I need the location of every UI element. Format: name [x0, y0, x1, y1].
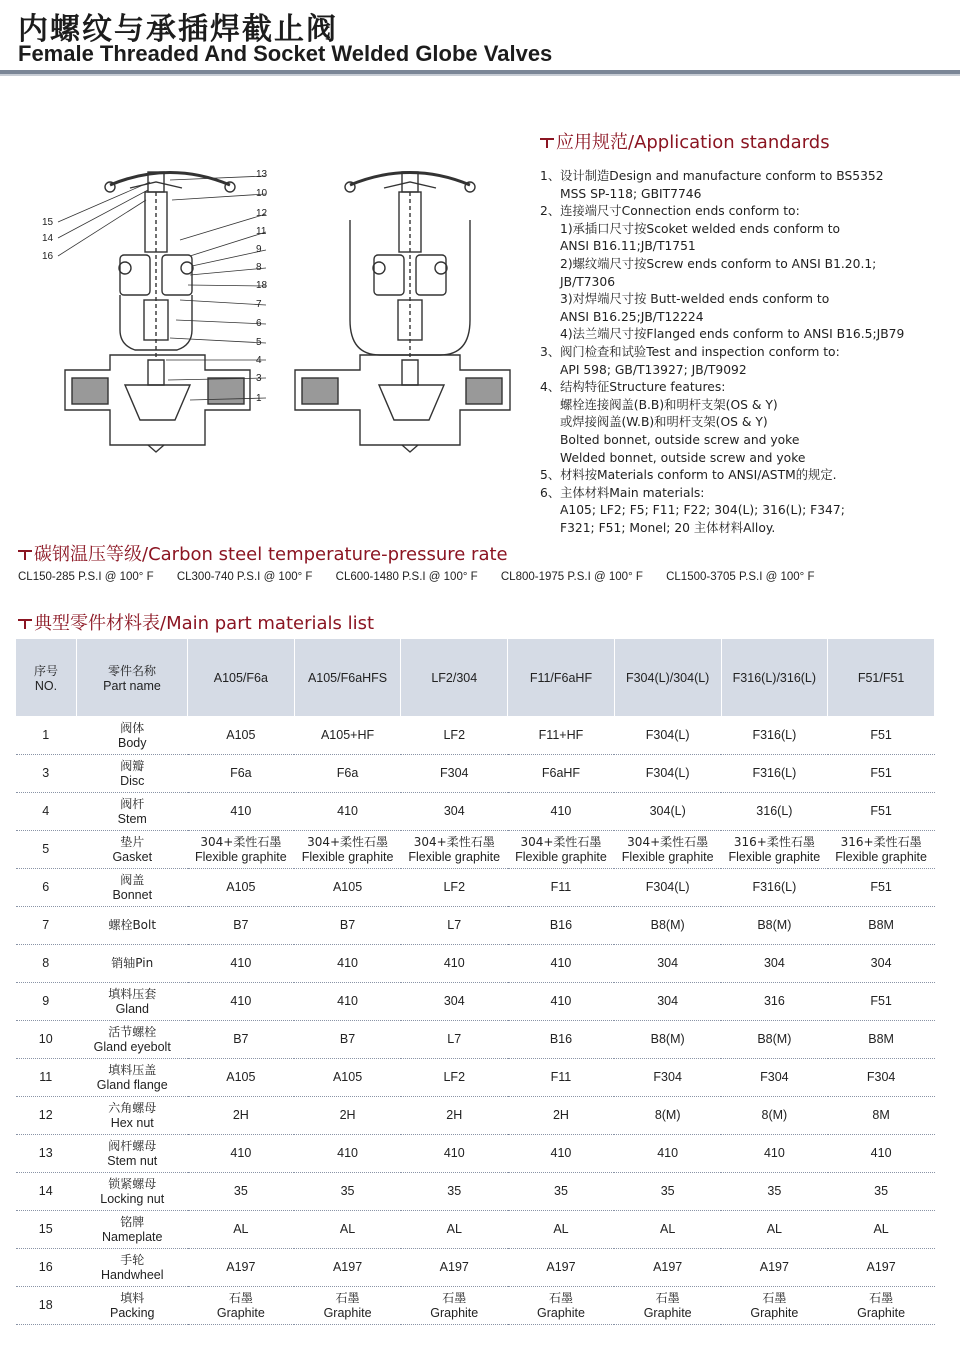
part-name-cn: 阀瓣 [120, 759, 145, 773]
cell-no: 13 [16, 1135, 77, 1173]
header-material: F316(L)/316(L) [721, 639, 828, 717]
callout-4: 4 [256, 355, 262, 366]
cell-material: A197 [614, 1249, 721, 1287]
cell-material: 304(L) [614, 793, 721, 831]
table-row [16, 1211, 935, 1249]
table-header-row [16, 639, 935, 717]
cell-no: 1 [16, 717, 77, 755]
cell-material [828, 1287, 935, 1325]
cell-material: 35 [508, 1173, 615, 1211]
cell-material: 410 [508, 1135, 615, 1173]
material-line: Flexible graphite [408, 849, 501, 864]
application-line: 1)承插口尺寸按Scoket welded ends conform to [560, 221, 841, 236]
cell-material: B7 [188, 907, 295, 945]
material-line: Graphite [750, 1305, 799, 1320]
cell-no: 4 [16, 793, 77, 831]
cell-material: B8M [828, 1021, 935, 1059]
cell-material: A105+HF [294, 717, 401, 755]
cell-material [294, 831, 401, 869]
cell-material: F51 [828, 793, 935, 831]
part-name-cn: 销轴Pin [111, 956, 154, 971]
callout-7: 7 [256, 299, 262, 310]
cell-material: A197 [188, 1249, 295, 1287]
header-material: A105/F6aHFS [294, 639, 401, 717]
table-row [16, 831, 935, 869]
cell-material: 410 [188, 983, 295, 1021]
cell-part-name [77, 1097, 188, 1135]
material-line: Flexible graphite [728, 849, 821, 864]
cell-part-name [77, 945, 188, 983]
cell-material [614, 1287, 721, 1325]
section-mark-icon [18, 547, 32, 561]
part-name-en: Body [118, 735, 147, 750]
cell-no: 8 [16, 945, 77, 983]
application-line: 2)螺纹端尺寸按Screw ends conform to ANSI B1.20.1; [560, 256, 877, 271]
cell-material: B7 [188, 1021, 295, 1059]
cell-material: F6aHF [508, 755, 615, 793]
material-line: Graphite [323, 1305, 372, 1320]
rate-item: CL800-1975 P.S.I @ 100° F [500, 571, 643, 583]
part-name-en: Gland [115, 1001, 149, 1016]
cell-no: 12 [16, 1097, 77, 1135]
cell-material: A105 [188, 1059, 295, 1097]
cell-material: 2H [401, 1097, 508, 1135]
cell-material: F304 [401, 755, 508, 793]
material-line: 304+柔性石墨 [627, 835, 709, 849]
cell-material: B8(M) [614, 1021, 721, 1059]
cell-material: A197 [508, 1249, 615, 1287]
table-row [16, 869, 935, 907]
part-name-cn: 螺栓Bolt [108, 918, 157, 933]
cell-no: 7 [16, 907, 77, 945]
application-line: 4、结构特征Structure features: [540, 380, 726, 395]
callout-5: 5 [256, 337, 262, 348]
cell-material: 8M [828, 1097, 935, 1135]
table-row [16, 1287, 935, 1325]
cell-material: 8(M) [721, 1097, 828, 1135]
part-name-en: Handwheel [100, 1267, 164, 1282]
cell-material: 410 [294, 945, 401, 983]
cell-no: 11 [16, 1059, 77, 1097]
cell-no: 15 [16, 1211, 77, 1249]
cell-no: 5 [16, 831, 77, 869]
cell-material: 410 [508, 945, 615, 983]
part-name-en: Locking nut [100, 1191, 165, 1206]
cell-material: L7 [401, 907, 508, 945]
cell-material: B8(M) [614, 907, 721, 945]
application-list [540, 168, 950, 537]
cell-part-name [77, 869, 188, 907]
cell-material: F316(L) [721, 755, 828, 793]
cell-part-name [77, 1021, 188, 1059]
cell-material: 304 [721, 945, 828, 983]
cell-material: 304 [614, 945, 721, 983]
callout-3: 3 [256, 373, 262, 384]
cell-material: 410 [721, 1135, 828, 1173]
cell-material: F51 [828, 983, 935, 1021]
part-name-cn: 阀杆螺母 [108, 1139, 157, 1153]
material-line: Graphite [643, 1305, 692, 1320]
application-line: 或焊接阀盖(W.B)和明杆支架(OS & Y) [560, 415, 768, 430]
cell-no: 18 [16, 1287, 77, 1325]
table-row [16, 1021, 935, 1059]
material-line: 316+柔性石墨 [840, 835, 922, 849]
callout-9: 9 [256, 244, 262, 255]
cell-material: F6a [188, 755, 295, 793]
cell-material: F51 [828, 717, 935, 755]
title-divider-light [0, 74, 960, 76]
cell-material: B7 [294, 907, 401, 945]
material-line: Flexible graphite [515, 849, 607, 864]
cell-material [721, 831, 828, 869]
table-row [16, 1249, 935, 1287]
cell-material: AL [188, 1211, 295, 1249]
material-line: 石墨 [869, 1291, 894, 1305]
cell-material: F51 [828, 869, 935, 907]
cell-part-name [77, 1211, 188, 1249]
callout-13: 13 [256, 169, 268, 180]
cell-material: 304 [828, 945, 935, 983]
material-line: Graphite [430, 1305, 479, 1320]
part-name-cn: 手轮 [120, 1253, 145, 1267]
materials-table [15, 638, 935, 1325]
table-row [16, 793, 935, 831]
cell-no: 3 [16, 755, 77, 793]
cell-material: 410 [401, 945, 508, 983]
valve-drawing-left [65, 172, 250, 452]
cell-material: A105 [294, 1059, 401, 1097]
cell-material: B16 [508, 907, 615, 945]
callout-14: 14 [42, 233, 54, 244]
part-name-cn: 填料压套 [108, 987, 157, 1001]
cell-material: 410 [188, 945, 295, 983]
cell-material: F304(L) [614, 869, 721, 907]
header-material: A105/F6a [188, 639, 295, 717]
carbon-steel-title: 碳钢温压等级/Carbon steel temperature-pressure rate [18, 540, 948, 566]
cell-material: LF2 [401, 717, 508, 755]
callout-11: 11 [256, 226, 267, 237]
cell-material: AL [401, 1211, 508, 1249]
cell-material: 2H [294, 1097, 401, 1135]
rate-item: CL150-285 P.S.I @ 100° F [18, 571, 154, 583]
cell-part-name [77, 1249, 188, 1287]
part-name-cn: 锁紧螺母 [108, 1177, 157, 1191]
cell-part-name [77, 755, 188, 793]
callout-15: 15 [42, 217, 54, 228]
cell-material: F51 [828, 755, 935, 793]
cell-no: 6 [16, 869, 77, 907]
application-line: 3、阀门检查和试验Test and inspection conform to: [540, 344, 840, 359]
cell-part-name [77, 1173, 188, 1211]
application-standards [540, 128, 950, 537]
part-name-cn: 阀体 [120, 721, 145, 735]
material-line: Graphite [216, 1305, 265, 1320]
table-row [16, 1135, 935, 1173]
material-line: 石墨 [548, 1291, 573, 1305]
application-line: 6、主体材料Main materials: [540, 485, 705, 500]
cell-material: 2H [508, 1097, 615, 1135]
cell-material [828, 831, 935, 869]
cell-material: F304 [828, 1059, 935, 1097]
application-line: Welded bonnet, outside screw and yoke [560, 450, 806, 465]
cell-material: F6a [294, 755, 401, 793]
cell-material: 304 [401, 983, 508, 1021]
cell-material: F316(L) [721, 869, 828, 907]
cell-material: F316(L) [721, 717, 828, 755]
part-name-cn: 垫片 [120, 835, 145, 849]
application-line: 螺栓连接阀盖(B.B)和明杆支架(OS & Y) [560, 397, 778, 412]
part-name-cn: 填料压盖 [108, 1063, 157, 1077]
callout-10: 10 [256, 188, 268, 199]
cell-part-name [77, 907, 188, 945]
cell-material: 410 [188, 1135, 295, 1173]
cell-material [508, 831, 615, 869]
part-name-en: Gasket [112, 849, 153, 864]
table-row [16, 755, 935, 793]
table-row [16, 1097, 935, 1135]
application-line: Bolted bonnet, outside screw and yoke [560, 432, 800, 447]
cell-material: AL [508, 1211, 615, 1249]
table-row [16, 1173, 935, 1211]
part-name-cn: 铭牌 [120, 1215, 145, 1229]
part-name-cn: 活节螺栓 [108, 1025, 157, 1039]
materials-table-body [16, 717, 935, 1325]
table-row [16, 907, 935, 945]
cell-no: 10 [16, 1021, 77, 1059]
cell-material: 304 [401, 793, 508, 831]
application-line: 2、连接端尺寸Connection ends conform to: [540, 204, 800, 219]
header-material: LF2/304 [401, 639, 508, 717]
cell-material: 8(M) [614, 1097, 721, 1135]
cell-no: 16 [16, 1249, 77, 1287]
cell-material: A105 [294, 869, 401, 907]
cell-no: 14 [16, 1173, 77, 1211]
header-no: 序号 NO. [16, 639, 77, 717]
material-line: 316+柔性石墨 [733, 835, 815, 849]
cell-part-name [77, 717, 188, 755]
rate-item: CL300-740 P.S.I @ 100° F [176, 571, 313, 583]
part-name-en: Stem [117, 811, 147, 826]
cell-material: 35 [401, 1173, 508, 1211]
application-line: 5、材料按Materials conform to ANSI/ASTM的规定. [540, 468, 837, 483]
callout-16: 16 [42, 251, 54, 262]
material-line: 304+柔性石墨 [520, 835, 602, 849]
cell-part-name [77, 983, 188, 1021]
application-line: ANSI B16.11;JB/T1751 [560, 239, 696, 254]
table-row [16, 945, 935, 983]
callout-12: 12 [256, 208, 268, 219]
cell-material: 35 [721, 1173, 828, 1211]
cell-part-name [77, 1135, 188, 1173]
cell-material: LF2 [401, 1059, 508, 1097]
cell-material: B8(M) [721, 1021, 828, 1059]
cell-material [614, 831, 721, 869]
cell-material [401, 831, 508, 869]
callout-8: 8 [256, 262, 262, 273]
page-title-cn: 内螺纹与承插焊截止阀 [18, 12, 338, 47]
application-line: F321; F51; Monel; 20 主体材料Alloy. [560, 520, 776, 535]
cell-material: 35 [614, 1173, 721, 1211]
cell-material: AL [828, 1211, 935, 1249]
table-row [16, 1059, 935, 1097]
materials-title: 典型零件材料表/Main part materials list [18, 609, 374, 635]
cell-material: 410 [508, 793, 615, 831]
cell-material [294, 1287, 401, 1325]
cell-material: F304 [614, 1059, 721, 1097]
cell-material [508, 1287, 615, 1325]
cell-material [721, 1287, 828, 1325]
cell-material: F11+HF [508, 717, 615, 755]
part-name-en: Gland eyebolt [93, 1039, 171, 1054]
material-line: Graphite [536, 1305, 585, 1320]
cell-material: F11 [508, 1059, 615, 1097]
material-line: Flexible graphite [301, 849, 394, 864]
cell-material: AL [294, 1211, 401, 1249]
material-line: 石墨 [335, 1291, 360, 1305]
cell-material: 35 [828, 1173, 935, 1211]
rate-item: CL600-1480 P.S.I @ 100° F [335, 571, 478, 583]
cell-material: A197 [294, 1249, 401, 1287]
callout-18: 18 [256, 280, 268, 291]
application-line: API 598; GB/T13927; JB/T9092 [560, 362, 747, 377]
cell-material: AL [721, 1211, 828, 1249]
cell-material: 410 [828, 1135, 935, 1173]
cell-material [188, 831, 295, 869]
cell-no: 9 [16, 983, 77, 1021]
cell-material [401, 1287, 508, 1325]
callout-1: 1 [256, 393, 262, 404]
cell-material: B8(M) [721, 907, 828, 945]
cell-material: AL [614, 1211, 721, 1249]
cell-material: 35 [188, 1173, 295, 1211]
header-part-name: 零件名称 Part name [77, 639, 188, 717]
part-name-en: Bonnet [112, 887, 153, 902]
material-line: 304+柔性石墨 [413, 835, 495, 849]
cell-material: 410 [401, 1135, 508, 1173]
application-line: 1、设计制造Design and manufacture conform to BS5352 [540, 169, 884, 183]
part-name-en: Stem nut [107, 1153, 158, 1168]
page-header [0, 0, 960, 78]
page-title-en: Female Threaded And Socket Welded Globe Valves [18, 41, 553, 66]
application-line: ANSI B16.25;JB/T12224 [560, 309, 704, 324]
cell-part-name [77, 793, 188, 831]
cell-material: A105 [188, 717, 295, 755]
cell-material: B8M [828, 907, 935, 945]
part-name-en: Nameplate [102, 1229, 163, 1244]
part-name-en: Gland flange [96, 1077, 168, 1092]
application-line: 3)对焊端尺寸按 Butt-welded ends conform to [560, 292, 830, 307]
cell-material: F304(L) [614, 717, 721, 755]
material-line: Flexible graphite [835, 849, 927, 864]
application-line: JB/T7306 [560, 274, 616, 289]
part-name-cn: 阀盖 [120, 873, 145, 887]
table-row [16, 717, 935, 755]
cell-material: F304 [721, 1059, 828, 1097]
header-material: F11/F6aHF [508, 639, 615, 717]
application-line: MSS SP-118; GBIT7746 [560, 186, 702, 201]
part-name-en: Disc [120, 773, 145, 788]
cell-part-name [77, 1287, 188, 1325]
cell-material: A105 [188, 869, 295, 907]
material-line: 石墨 [228, 1291, 253, 1305]
cell-material: F11 [508, 869, 615, 907]
application-line: A105; LF2; F5; F11; F22; 304(L); 316(L); F347; [560, 503, 845, 518]
header-material: F304(L)/304(L) [614, 639, 721, 717]
cell-material: 316(L) [721, 793, 828, 831]
cell-material: B7 [294, 1021, 401, 1059]
valve-diagram [30, 160, 520, 460]
cell-material: A197 [401, 1249, 508, 1287]
cell-material: 316 [721, 983, 828, 1021]
part-name-en: Hex nut [110, 1115, 154, 1130]
cell-material: 304 [614, 983, 721, 1021]
cell-material: L7 [401, 1021, 508, 1059]
callout-6: 6 [256, 318, 262, 329]
header-material: F51/F51 [828, 639, 935, 717]
cell-part-name [77, 831, 188, 869]
cell-material: F304(L) [614, 755, 721, 793]
cell-material: 410 [508, 983, 615, 1021]
material-line: Flexible graphite [621, 849, 714, 864]
cell-material: A197 [721, 1249, 828, 1287]
cell-material: 410 [294, 1135, 401, 1173]
cell-material: 410 [294, 983, 401, 1021]
part-name-cn: 六角螺母 [108, 1101, 157, 1115]
cell-material [188, 1287, 295, 1325]
material-line: 304+柔性石墨 [200, 835, 282, 849]
section-mark-icon [540, 135, 554, 149]
section-mark-icon [18, 616, 32, 630]
table-row [16, 983, 935, 1021]
cell-material: A197 [828, 1249, 935, 1287]
cell-material: 410 [188, 793, 295, 831]
material-line: 石墨 [762, 1291, 787, 1305]
part-name-cn: 填料 [120, 1291, 145, 1305]
material-line: 304+柔性石墨 [307, 835, 389, 849]
part-name-en: Packing [110, 1305, 155, 1320]
part-name-cn: 阀杆 [120, 797, 145, 811]
application-line: 4)法兰端尺寸按Flanged ends conform to ANSI B16.5;JB79 [560, 327, 905, 342]
cell-material: 410 [294, 793, 401, 831]
cell-material: LF2 [401, 869, 508, 907]
cell-material: 2H [188, 1097, 295, 1135]
cell-material: 35 [294, 1173, 401, 1211]
cell-material: 410 [614, 1135, 721, 1173]
material-line: 石墨 [655, 1291, 680, 1305]
carbon-steel-rates [18, 571, 835, 583]
material-line: Flexible graphite [194, 849, 287, 864]
valve-drawing-right [295, 172, 510, 452]
material-line: 石墨 [442, 1291, 467, 1305]
cell-part-name [77, 1059, 188, 1097]
cell-material: B16 [508, 1021, 615, 1059]
application-title: 应用规范/Application standards [540, 128, 950, 154]
material-line: Graphite [857, 1305, 906, 1320]
rate-item: CL1500-3705 P.S.I @ 100° F [666, 571, 815, 583]
